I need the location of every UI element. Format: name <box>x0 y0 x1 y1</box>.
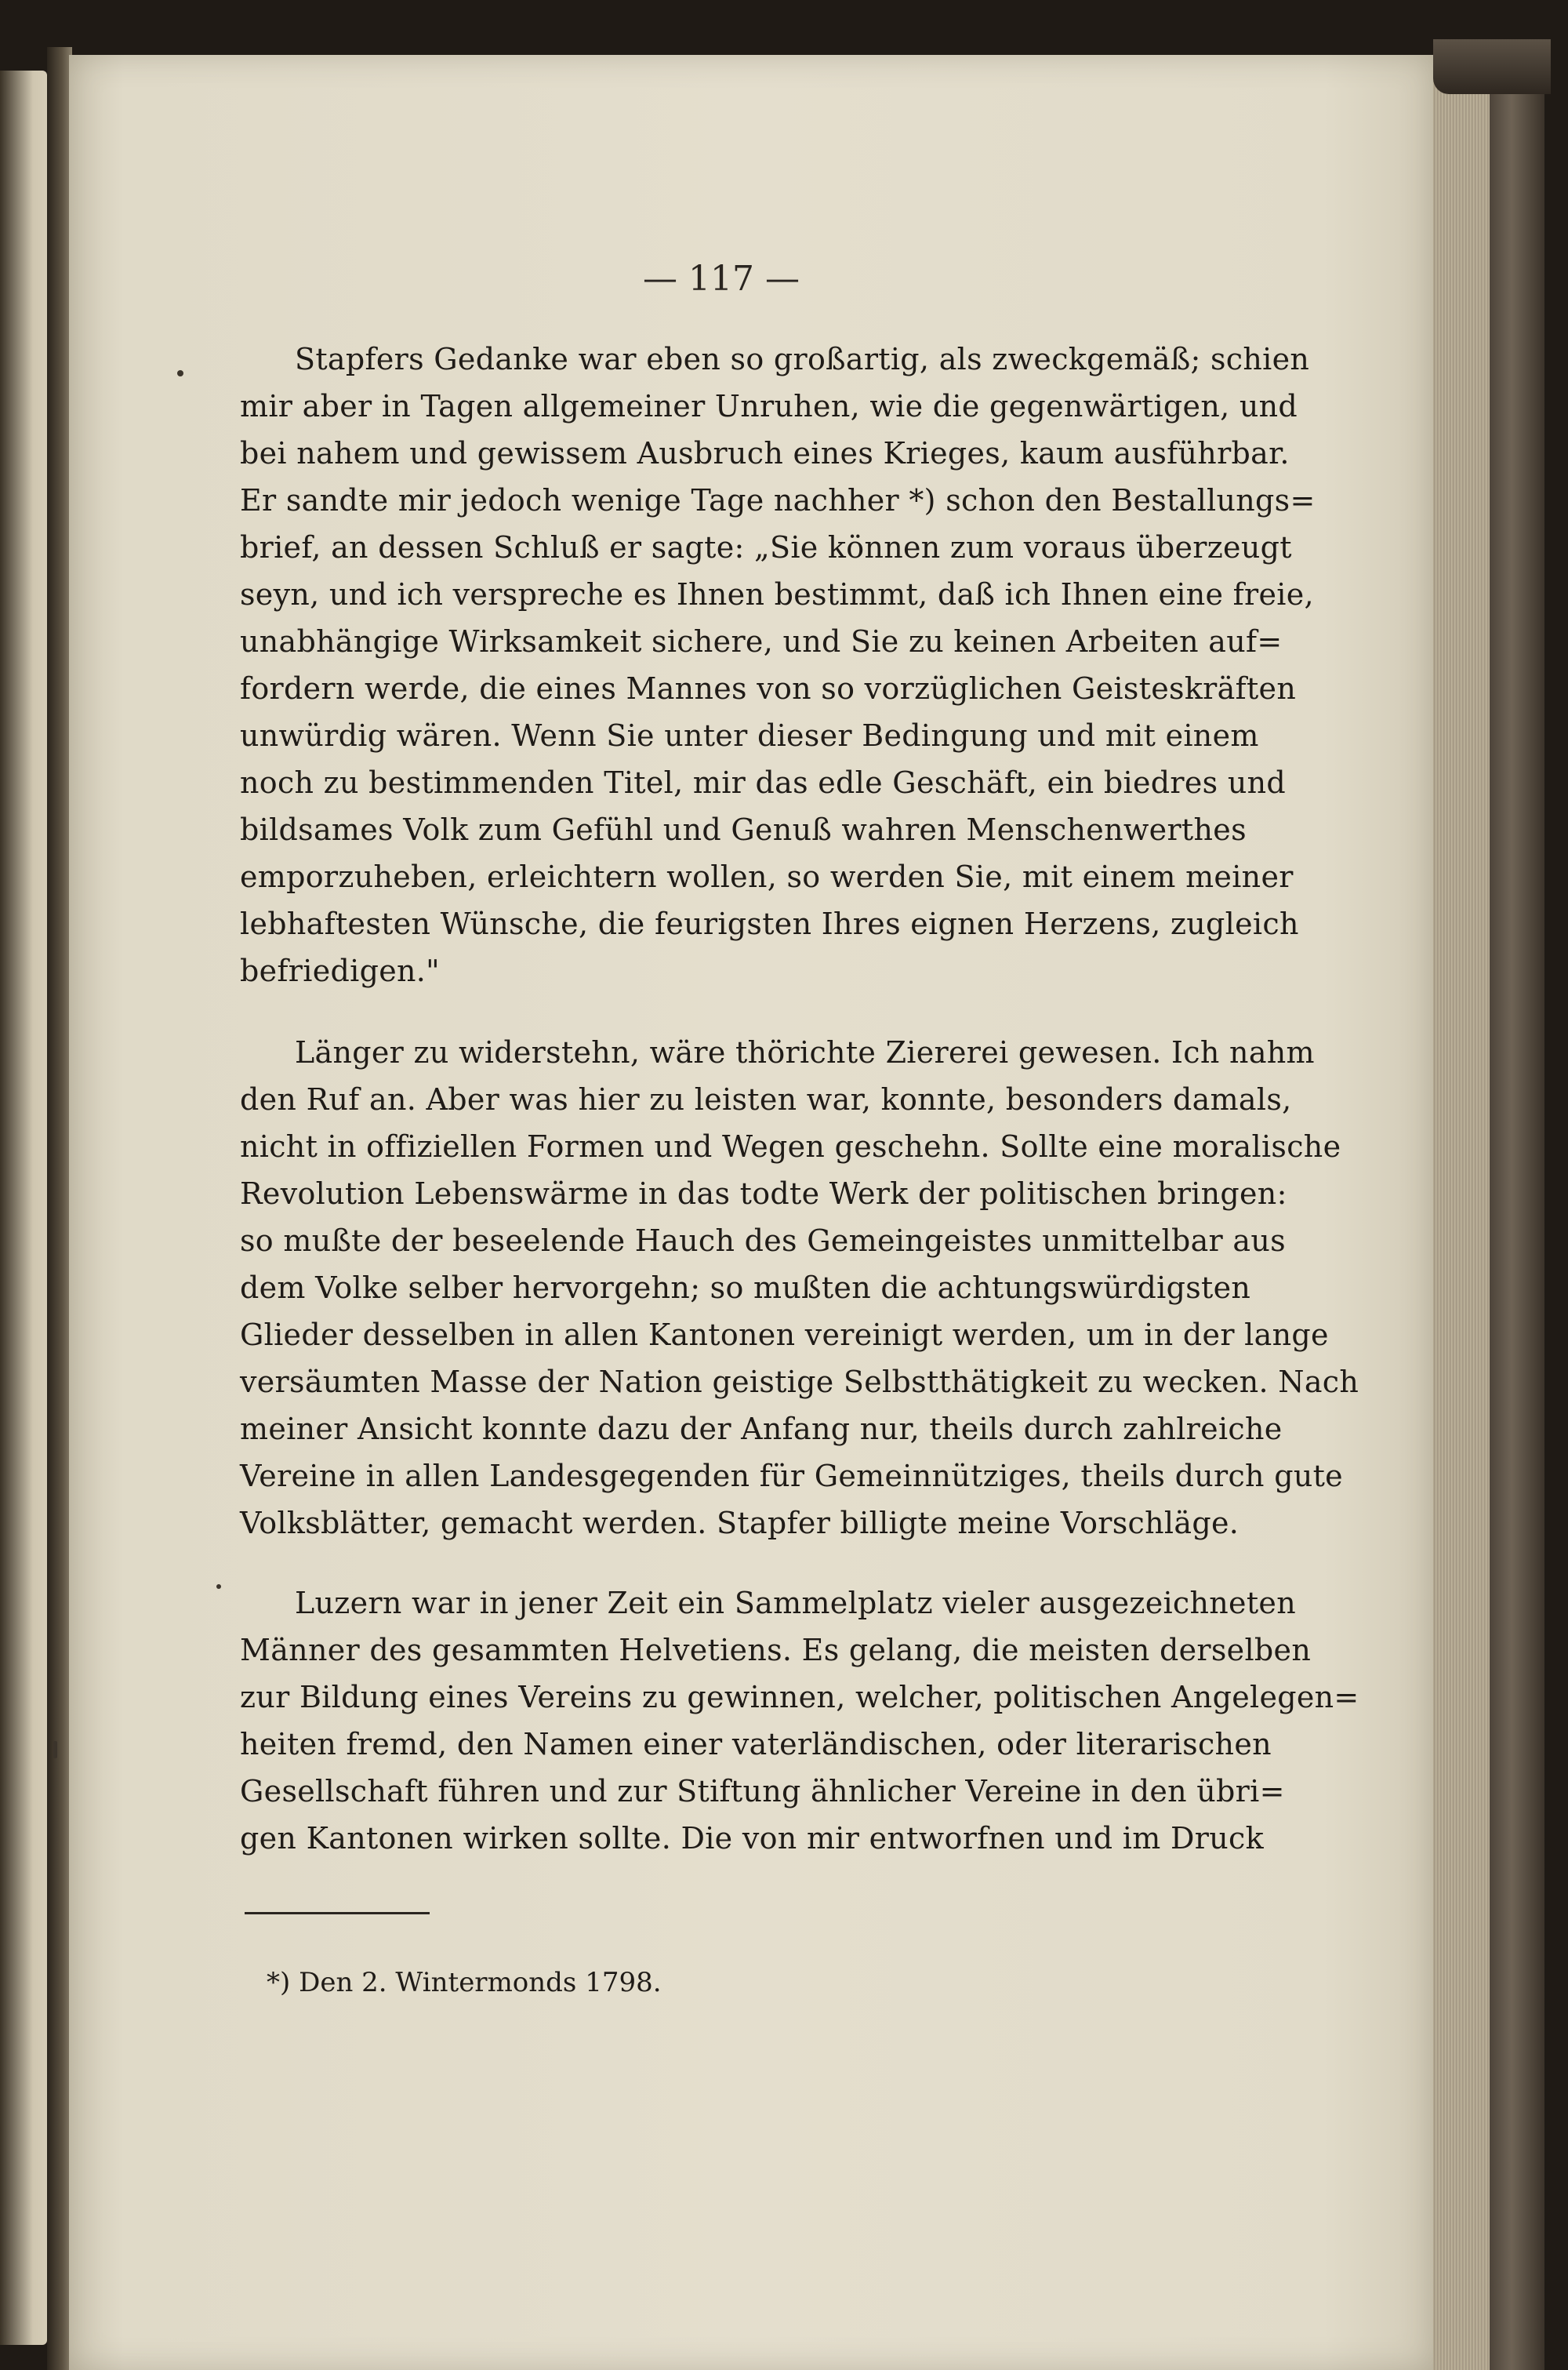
text-line: noch zu bestimmenden Titel, mir das edle Geschäft, ein biedres und <box>240 765 1287 800</box>
text-line: befriedigen." <box>240 954 440 988</box>
text-line: Stapfers Gedanke war eben so großartig, als zweckgemäß; schien <box>295 342 1310 376</box>
previous-page-edge <box>0 71 47 2345</box>
text-line: bei nahem und gewissem Ausbruch eines Krieges, kaum ausführbar. <box>240 436 1290 471</box>
text-line: den Ruf an. Aber was hier zu leisten war, konnte, besonders damals, <box>240 1082 1292 1117</box>
text-line: versäumten Masse der Nation geistige Selbstthätigkeit zu wecken. Nach <box>240 1365 1359 1399</box>
page-block-edges <box>1433 39 1496 2370</box>
text-line: bildsames Volk zum Gefühl und Genuß wahren Menschenwerthes <box>240 812 1247 847</box>
text-line: seyn, und ich verspreche es Ihnen bestimmt, daß ich Ihnen eine freie, <box>240 577 1314 612</box>
text-line: Luzern war in jener Zeit ein Sammelplatz vieler ausgezeichneten <box>295 1586 1296 1620</box>
text-line: Volksblätter, gemacht werden. Stapfer billigte meine Vorschläge. <box>240 1506 1240 1540</box>
text-line: dem Volke selber hervorgehn; so mußten die achtungswürdigsten <box>240 1270 1251 1305</box>
footnote: *) Den 2. Wintermonds 1798. <box>267 1967 662 1998</box>
text-line: emporzuheben, erleichtern wollen, so werden Sie, mit einem meiner <box>240 860 1294 894</box>
text-line: Gesellschaft führen und zur Stiftung ähnlicher Vereine in den übri= <box>240 1774 1285 1808</box>
text-line: brief, an dessen Schluß er sagte: „Sie können zum voraus überzeugt <box>240 530 1292 565</box>
text-line: Männer des gesammten Helvetiens. Es gelang, die meisten derselben <box>240 1633 1312 1667</box>
footnote-divider <box>245 1912 430 1914</box>
text-line: Länger zu widerstehn, wäre thörichte Ziererei gewesen. Ich nahm <box>295 1035 1315 1070</box>
text-line: Er sandte mir jedoch wenige Tage nachher *) schon den Bestallungs= <box>240 483 1316 518</box>
text-line: zur Bildung eines Vereins zu gewinnen, welcher, politischen Angelegen= <box>240 1680 1359 1714</box>
text-line: fordern werde, die eines Mannes von so vorzüglichen Geisteskräften <box>240 671 1297 706</box>
text-line: Glieder desselben in allen Kantonen vereinigt werden, um in der lange <box>240 1318 1329 1352</box>
text-line: unwürdig wären. Wenn Sie unter dieser Bedingung und mit einem <box>240 718 1259 753</box>
book-cover-edge <box>1490 47 1544 2370</box>
scan-speck <box>216 1584 221 1589</box>
text-line: gen Kantonen wirken sollte. Die von mir entworfnen und im Druck <box>240 1821 1264 1856</box>
text-line: heiten fremd, den Namen einer vaterländischen, oder literarischen <box>240 1727 1272 1761</box>
text-line: nicht in offiziellen Formen und Wegen geschehn. Sollte eine moralische <box>240 1129 1341 1164</box>
text-line: so mußte der beseelende Hauch des Gemeingeistes unmittelbar aus <box>240 1223 1286 1258</box>
text-line: unabhängige Wirksamkeit sichere, und Sie zu keinen Arbeiten auf= <box>240 624 1283 659</box>
text-line: Revolution Lebenswärme in das todte Werk der politischen bringen: <box>240 1176 1287 1211</box>
scan-speck <box>53 1741 57 1758</box>
text-line: Vereine in allen Landesgegenden für Gemeinnütziges, theils durch gute <box>240 1459 1343 1493</box>
page-number: — 117 — <box>643 259 800 299</box>
book-cover-corner <box>1433 39 1551 94</box>
text-line: lebhaftesten Wünsche, die feurigsten Ihres eignen Herzens, zugleich <box>240 907 1299 941</box>
scan-speck <box>177 370 183 376</box>
text-line: meiner Ansicht konnte dazu der Anfang nur, theils durch zahlreiche <box>240 1412 1283 1446</box>
text-line: mir aber in Tagen allgemeiner Unruhen, wie die gegenwärtigen, und <box>240 389 1298 423</box>
